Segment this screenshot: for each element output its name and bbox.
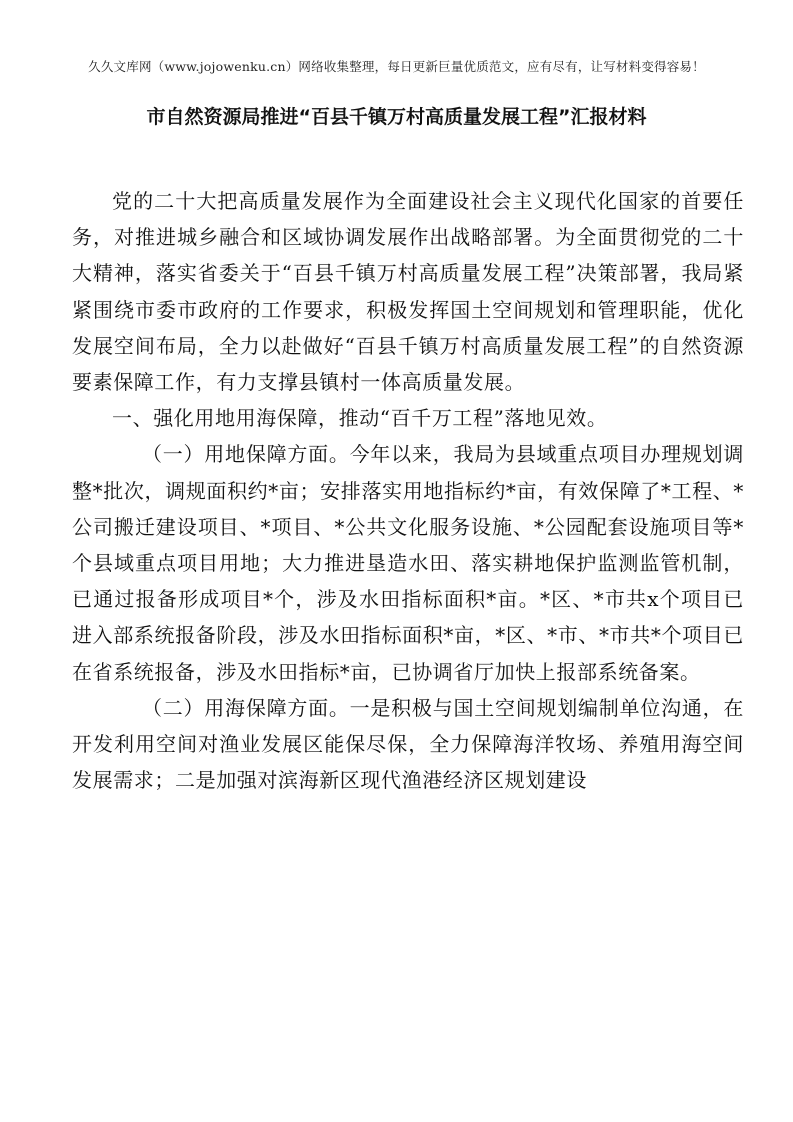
header-note: 久久文库网（www.jojowenku.cn）网络收集整理，每日更新巨量优质范文，应有尽有，让写材料变得容易！ (88, 59, 705, 74)
document-title: 市自然资源局推进“百县千镇万村高质量发展工程”汇报材料 (146, 106, 647, 128)
section-heading-1: 一、强化用地用海保障，推动“百千万工程”落地见效。 (112, 406, 608, 431)
document-body (72, 183, 744, 798)
paragraph-land-guarantee: （一）用地保障方面。今年以来，我局为县域重点项目办理规划调整*批次，调规面积约*亩；安排落实用地指标约*亩，有效保障了*工程、*公司搬迁建设项目、*项目、*公共文化服务设施、*公园配套设施项目等*个县域重点项目用地；大力推进垦造水田、落实耕地保护监测监管机制，已通过报备形成项目*个，涉及水田指标面积*亩。*区、*市共x个项目已进入部系统报备阶段，涉及水田指标面积*亩，*区、*市、*市共*个项目已在省系统报备，涉及水田指标*亩，已协调省厅加快上报部系统备案。 (72, 442, 744, 684)
paragraph-intro: 党的二十大把高质量发展作为全面建设社会主义现代化国家的首要任务，对推进城乡融合和区域协调发展作出战略部署。为全面贯彻党的二十大精神，落实省委关于“百县千镇万村高质量发展工程”决策部署，我局紧紧围绕市委市政府的工作要求，积极发挥国土空间规划和管理职能，优化发展空间布局，全力以赴做好“百县千镇万村高质量发展工程”的自然资源要素保障工作，有力支撑县镇村一体高质量发展。 (72, 189, 744, 395)
paragraph-sea-guarantee: （二）用海保障方面。一是积极与国土空间规划编制单位沟通，在开发利用空间对渔业发展区能保尽保，全力保障海洋牧场、养殖用海空间发展需求；二是加强对滨海新区现代渔港经济区规划建设 (72, 695, 744, 793)
